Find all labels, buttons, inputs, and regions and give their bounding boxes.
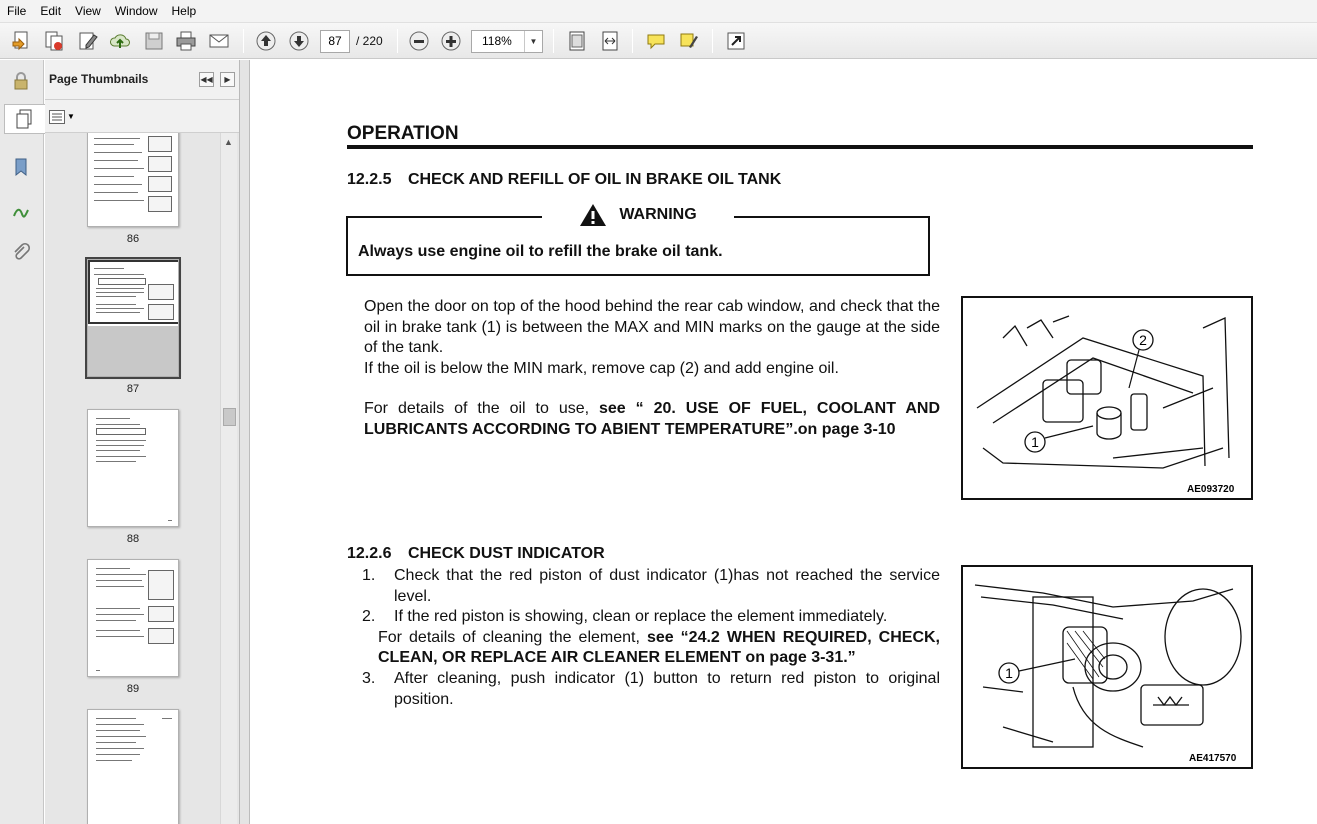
section-heading-1 <box>347 171 781 189</box>
highlight-icon[interactable] <box>675 27 703 55</box>
warning-header <box>542 201 734 229</box>
thumbnail-scrollbar[interactable] <box>220 133 237 824</box>
figure-dust-indicator <box>961 565 1253 769</box>
callout-2: 2 <box>1139 332 1147 348</box>
page-thumbnails-icon[interactable] <box>4 104 45 134</box>
zoom-select[interactable] <box>471 30 543 53</box>
paragraph-text: Open the door on top of the hood behind the rear cab window, and check that the oil in brake tank (1) is between the MAX and MIN marks on the gauge at the side of the tank. <box>364 298 940 357</box>
thumbnails-header <box>45 60 239 100</box>
list-item: 1. Check that the red piston of dust indicator (1)has not reached the service level. <box>362 567 940 605</box>
panel-title: Page Thumbnails <box>49 72 149 86</box>
list-item: 3. After cleaning, push indicator (1) button to return red piston to original position. <box>362 669 940 708</box>
dust-indicator-steps <box>362 566 940 710</box>
combine-files-icon[interactable] <box>40 27 68 55</box>
brake-tank-illustration <box>963 298 1251 498</box>
page-number-input[interactable]: 87 <box>320 30 350 53</box>
section-heading-2 <box>347 545 605 563</box>
save-icon[interactable] <box>140 27 168 55</box>
zoom-in-icon[interactable] <box>437 27 465 55</box>
next-page-icon[interactable] <box>285 27 313 55</box>
options-menu-icon <box>49 110 65 124</box>
thumbnails-panel <box>45 60 240 824</box>
panel-menu-icon[interactable]: ▶ <box>220 72 235 87</box>
section-number: 12.2.6 <box>347 545 392 562</box>
warning-icon <box>579 203 607 227</box>
collapse-panel-icon[interactable]: ◀◀ <box>199 72 214 87</box>
menu-file[interactable]: File <box>7 3 27 18</box>
email-icon[interactable] <box>205 27 233 55</box>
dust-indicator-illustration <box>963 567 1251 767</box>
menu-bar <box>0 0 1317 23</box>
thumbnail-page-86[interactable] <box>87 132 179 227</box>
attachments-icon[interactable] <box>6 238 36 268</box>
panel-splitter[interactable] <box>240 60 250 824</box>
zoom-out-icon[interactable] <box>405 27 433 55</box>
fullscreen-icon[interactable] <box>722 27 750 55</box>
callout-1: 1 <box>1005 665 1013 681</box>
paragraph-1 <box>364 297 940 441</box>
navigation-pane-bar <box>0 60 44 824</box>
figure-code: AE417570 <box>1189 753 1237 764</box>
section-title: CHECK AND REFILL OF OIL IN BRAKE OIL TANK <box>407 171 782 188</box>
thumbnail-page-88[interactable] <box>87 409 179 527</box>
section-title: CHECK DUST INDICATOR <box>407 545 605 562</box>
thumbnail-label-87: 87 <box>126 383 140 395</box>
chevron-down-icon[interactable]: ▼ <box>524 31 542 52</box>
paragraph-text: For details of the oil to use, see “ 20. USE OF FUEL, COOLANT AND LUBRICANTS ACCORDING TO ABIENT TEMPERATURE”.on page 3-10 <box>364 400 941 438</box>
fit-page-icon[interactable] <box>563 27 591 55</box>
signatures-icon[interactable] <box>6 196 36 226</box>
thumbnail-page-89[interactable] <box>87 559 179 677</box>
bookmarks-icon[interactable] <box>6 152 36 182</box>
lock-icon[interactable] <box>6 66 36 96</box>
thumbnail-list[interactable] <box>45 132 239 824</box>
thumbnail-page-90[interactable] <box>87 709 179 824</box>
figure-code: AE093720 <box>1187 484 1235 495</box>
thumbnail-label-88: 88 <box>126 533 140 545</box>
edit-document-icon[interactable] <box>74 27 102 55</box>
thumbnail-label-86: 86 <box>126 233 140 245</box>
callout-1: 1 <box>1031 434 1039 450</box>
thumbnail-options-button[interactable]: ▼ <box>49 108 75 125</box>
print-icon[interactable] <box>172 27 200 55</box>
list-item-continuation: For details of cleaning the element, see “24.2 WHEN REQUIRED, CHECK, CLEAN, OR REPLACE AIR CLEANER ELEMENT on page 3-31.” <box>378 628 940 667</box>
page-total: / 220 <box>356 34 383 48</box>
menu-edit[interactable]: Edit <box>40 3 62 18</box>
paragraph-text: If the oil is below the MIN mark, remove cap (2) and add engine oil. <box>364 359 839 377</box>
menu-help[interactable]: Help <box>171 3 197 18</box>
cross-reference: see “24.2 WHEN REQUIRED, CHECK, CLEAN, OR REPLACE AIR CLEANER ELEMENT on page 3-31.” <box>378 628 940 667</box>
scrollbar-thumb[interactable] <box>223 408 236 426</box>
fit-width-icon[interactable] <box>596 27 624 55</box>
zoom-value: 118% <box>482 34 512 48</box>
menu-window[interactable]: Window <box>114 3 158 18</box>
document-view[interactable] <box>250 60 1317 824</box>
list-item: 2. If the red piston is showing, clean or replace the element immediately. <box>362 608 888 626</box>
thumbnail-page-87[interactable] <box>87 259 179 377</box>
heading-rule <box>347 145 1253 149</box>
page-heading: OPERATION <box>347 123 459 144</box>
section-number: 12.2.5 <box>347 171 392 188</box>
toolbar <box>0 23 1317 59</box>
menu-view[interactable]: View <box>75 3 101 18</box>
warning-text: Always use engine oil to refill the brake oil tank. <box>358 243 723 260</box>
cross-reference: see “ 20. USE OF FUEL, COOLANT AND LUBRICANTS ACCORDING TO ABIENT TEMPERATURE”.on page 3-10 <box>364 400 941 438</box>
upload-cloud-icon[interactable] <box>106 27 134 55</box>
figure-brake-oil-tank <box>961 296 1253 500</box>
comment-icon[interactable] <box>642 27 670 55</box>
create-pdf-icon[interactable] <box>8 27 36 55</box>
warning-label: WARNING <box>619 206 697 223</box>
previous-page-icon[interactable] <box>252 27 280 55</box>
thumbnail-label-89: 89 <box>126 683 140 695</box>
chevron-up-icon[interactable]: ▲ <box>224 137 233 147</box>
